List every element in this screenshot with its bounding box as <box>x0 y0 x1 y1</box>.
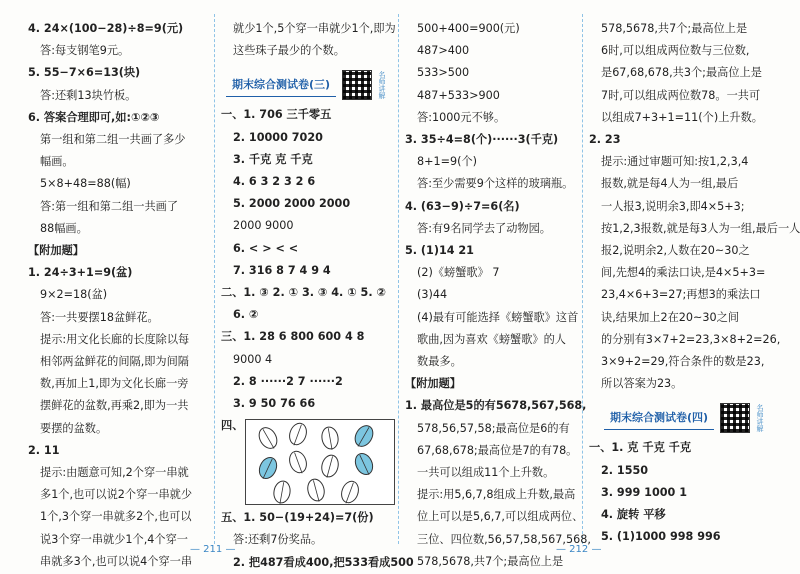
text-line: 5. (1)1000 998 996 <box>601 530 721 544</box>
text-line: 2. 10000 7020 <box>233 130 323 144</box>
text-line: 一共可以组成11个上升数。 <box>417 466 555 480</box>
text-line: 1. 24÷3+1=9(盆) <box>28 266 133 280</box>
text-line: 就少1个,5个穿一串就少1个,即为 <box>233 22 396 35</box>
text-line: 答:1000元不够。 <box>417 110 506 124</box>
text-line: 3×9+2=29,符合条件的数是23, <box>601 355 765 369</box>
text-line: 88幅画。 <box>40 221 88 235</box>
text-line: 五、1. 50−(19+24)=7(份) <box>221 511 374 525</box>
text-line: 3. 999 1000 1 <box>601 485 687 499</box>
text-line: 2. 8 ······2 7 ······2 <box>233 374 343 388</box>
exam4-header <box>589 401 779 435</box>
text-line: 是67,68,678,共3个;最高位上是 <box>601 66 762 80</box>
leaf-illustration <box>246 420 394 504</box>
text-line: 一人报3,说明余3,即4×5+3; <box>601 199 745 213</box>
text-line: 533>500 <box>417 66 470 80</box>
text-line: 487>400 <box>417 44 470 58</box>
column-3 <box>405 18 591 573</box>
text-line: 6时,可以组成两位数与三位数, <box>601 44 750 58</box>
text-line: 7时,可以组成两位数78。一共可 <box>601 88 761 102</box>
text-line: 报数,就是每4人为一组,最后 <box>601 177 739 191</box>
qr-code-icon[interactable] <box>720 403 750 433</box>
text-line: 数,再加上1,即为文化长廊一旁 <box>40 377 189 391</box>
column-divider <box>582 14 583 544</box>
text-line: 【附加题】 <box>28 244 84 258</box>
text-line: 提示:通过审题可知:按1,2,3,4 <box>601 155 749 169</box>
text-line: 摆鲜花的盆数,再乘2,即为一共 <box>40 399 189 413</box>
text-line: 67,68,678;最高位是7的有78。 <box>417 443 578 457</box>
page-number-right: — 212 — <box>556 544 602 555</box>
text-line: 答:有9名同学去了动物园。 <box>417 221 551 235</box>
exam3-title: 期末综合测试卷(三) <box>226 74 336 97</box>
leaf-picture-box <box>245 419 395 505</box>
text-line: 提示:用5,6,7,8组成上升数,最高 <box>417 488 576 502</box>
text-line: 2. 23 <box>589 133 621 147</box>
text-line: 2. 把487看成400,把533看成500 <box>233 555 414 569</box>
text-line: 二、1. ③ 2. ① 3. ③ 4. ① 5. ② <box>221 286 386 300</box>
text-line: 3. 9 50 76 66 <box>233 397 316 411</box>
text-line: 提示:用文化长廊的长度除以每 <box>40 332 190 346</box>
text-line: 数最多。 <box>417 355 462 369</box>
text-line: 相邻两盆鲜花的间隔,即为间隔 <box>40 355 189 369</box>
leaf-icon <box>338 479 361 504</box>
column-4 <box>589 18 800 548</box>
text-line: 按1,2,3报数,就是每3人为一组,最后一人 <box>601 221 800 235</box>
leaf-icon <box>351 423 376 451</box>
text-line: 所以答案为23。 <box>601 377 683 391</box>
text-line: (2)《螃蟹歌》 7 <box>417 266 500 280</box>
text-line: 6. < > < < <box>233 241 299 255</box>
text-line: 答:每支钢笔9元。 <box>40 44 130 58</box>
exam3-header <box>221 68 391 102</box>
qr-code-icon[interactable] <box>342 70 372 100</box>
column-1 <box>28 18 210 573</box>
text-line: 1个,3个穿一串就多2个,也可以 <box>40 510 192 524</box>
column-divider <box>398 14 399 544</box>
column-divider <box>214 14 215 544</box>
text-line: 1. 最高位是5的有5678,567,568, <box>405 399 587 413</box>
text-line: 4. (63−9)÷7=6(名) <box>405 199 520 213</box>
text-line: 6. ② <box>233 308 259 322</box>
text-line: 9000 4 <box>233 352 273 366</box>
text-line: 4. 6 3 2 3 2 6 <box>233 175 316 189</box>
text-line: (4)最有可能选择《螃蟹歌》这首 <box>417 310 579 324</box>
text-line: 要摆的盆数。 <box>40 421 108 435</box>
qr-label: 名师讲解 <box>756 404 765 433</box>
text-line: 幅画。 <box>40 155 74 169</box>
leaf-icon <box>320 426 340 451</box>
text-line: 4. 旋转 平移 <box>601 508 666 522</box>
leaf-icon <box>256 455 280 483</box>
leaf-icon <box>272 480 292 504</box>
text-line: 提示:由题意可知,2个穿一串就 <box>40 466 189 480</box>
text-line: 578,5678,共7个;最高位上是 <box>601 22 748 35</box>
text-line: 2. 1550 <box>601 463 649 477</box>
text-line: 这些珠子最少的个数。 <box>233 44 345 58</box>
text-line: 9×2=18(盆) <box>40 288 108 302</box>
text-line: 多1个,也可以说2个穿一串就少 <box>40 488 193 502</box>
text-line: 578,56,57,58;最高位是6的有 <box>417 421 570 435</box>
leaf-question <box>221 415 391 507</box>
text-line: 8+1=9(个) <box>417 155 478 169</box>
text-line: 5×8+48=88(幅) <box>40 177 131 191</box>
leaf-icon <box>286 421 309 448</box>
text-line: 答:至少需要9个这样的玻璃瓶。 <box>417 177 574 191</box>
text-line: 23,4×6+3=27;再想3的乘法口 <box>601 288 761 302</box>
leaf-icon <box>256 425 281 453</box>
text-line: 500+400=900(元) <box>417 22 520 35</box>
leaf-icon <box>305 478 326 504</box>
text-line: 答:第一组和第二组一共画了 <box>40 199 179 213</box>
leaf-icon <box>319 454 340 480</box>
text-line: 578,5678,共7个;最高位上是 <box>417 554 564 568</box>
text-line: 【附加题】 <box>405 377 461 391</box>
text-line: 6. 答案合理即可,如:①②③ <box>28 110 160 124</box>
text-line: 间,先想4的乘法口诀,是4×5+3= <box>601 266 766 280</box>
text-line: 位上可以是5,6,7,可以组成两位、 <box>417 510 584 524</box>
text-line: 5. 55−7×6=13(块) <box>28 66 141 80</box>
text-line: 一、1. 克 千克 千克 <box>589 441 692 455</box>
text-line: 歌曲,因为喜欢《螃蟹歌》的人 <box>417 332 566 346</box>
text-line: 3. 千克 克 千克 <box>233 152 313 166</box>
text-line: 第一组和第二组一共画了多少 <box>40 133 186 147</box>
text-line: 串就多3个,也可以说4个穿一串 <box>40 554 193 568</box>
text-line: 诀,结果加上2在20~30之间 <box>601 310 740 324</box>
text-line: 三、1. 28 6 800 600 4 8 <box>221 330 365 344</box>
exam4-title: 期末综合测试卷(四) <box>604 407 714 430</box>
text-line: 答:一共要摆18盆鲜花。 <box>40 310 159 324</box>
text-line: 7. 316 8 7 4 9 4 <box>233 263 331 277</box>
text-line: 以组成7+3+1=11(个)上升数。 <box>601 110 763 124</box>
text-line: 3. 35÷4=8(个)······3(千克) <box>405 133 559 147</box>
column-2 <box>221 18 414 574</box>
text-line: 一、1. 706 三千零五 <box>221 108 332 122</box>
qr-label: 名师讲解 <box>378 71 387 100</box>
text-line: 报2,说明余2,人数在20~30之 <box>601 244 750 258</box>
text-line: 答:还剩7份奖品。 <box>233 533 323 547</box>
text-line: (3)44 <box>417 288 448 302</box>
text-line: 2. 11 <box>28 443 60 457</box>
text-line: 说3个穿一串就少1个,4个穿一 <box>40 532 188 546</box>
text-line: 487+533>900 <box>417 88 500 102</box>
leaf-icon <box>287 449 310 476</box>
text-line: 的分别有3×7+2=23,3×8+2=26, <box>601 332 781 346</box>
text-line: 2000 9000 <box>233 219 294 233</box>
page-number-left: — 211 — <box>190 544 236 555</box>
leaf-icon <box>352 451 376 479</box>
text-line: 5. 2000 2000 2000 <box>233 197 351 211</box>
text-line: 答:还剩13块竹板。 <box>40 88 137 102</box>
text-line: 5. (1)14 21 <box>405 244 474 258</box>
text-line: 4. 24×(100−28)÷8=9(元) <box>28 22 184 35</box>
section-4-label: 四、 <box>221 419 244 433</box>
text-line: 三位、四位数,56,57,58,567,568, <box>417 532 591 546</box>
